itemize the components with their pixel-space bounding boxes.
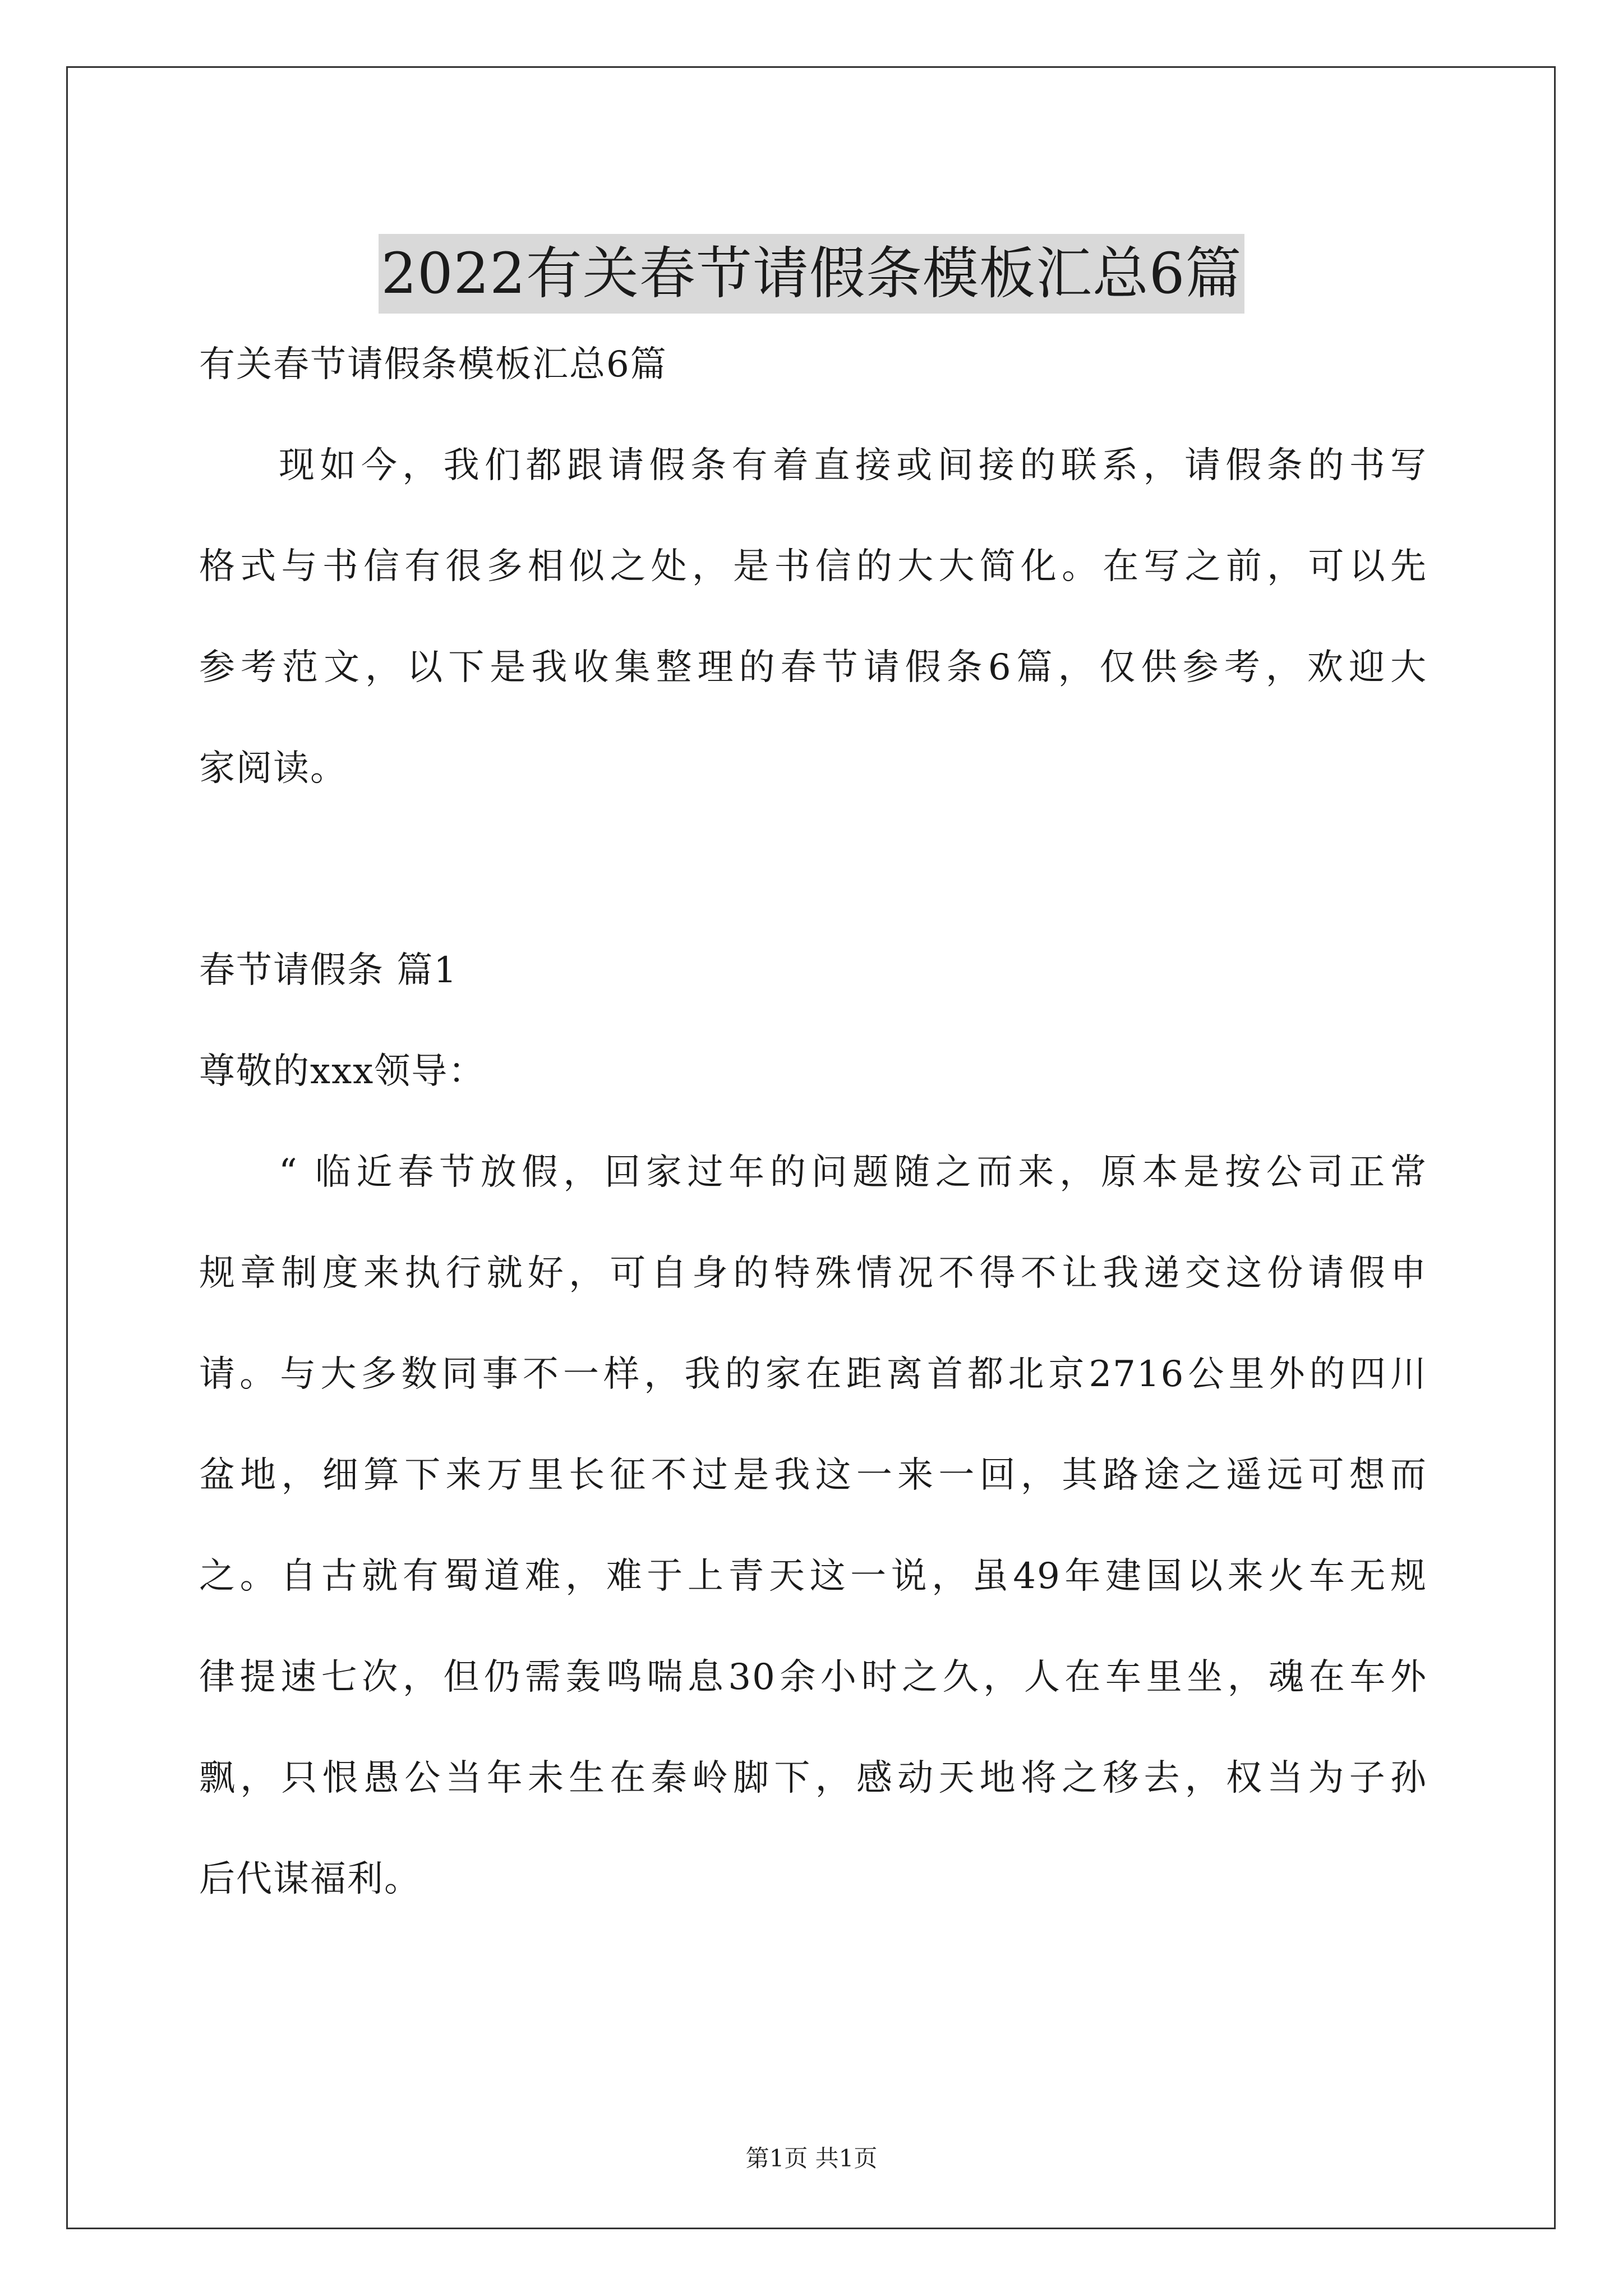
intro-line: 家阅读。 (199, 748, 347, 789)
intro-line: 格式与书信有很多相似之处，是书信的大大简化。在写之前，可以先 (199, 546, 1427, 587)
body-line: 请。与大多数同事不一样，我的家在距离首都北京2716公里外的四川 (199, 1354, 1427, 1395)
body-line: 盆地，细算下来万里长征不过是我这一来一回，其路途之遥远可想而 (199, 1455, 1427, 1496)
body-line: “ 临近春节放假，回家过年的问题随之而来，原本是按公司正常 (279, 1152, 1427, 1193)
body-line: 律提速七次，但仍需轰鸣喘息30余小时之久，人在车里坐，魂在车外 (199, 1657, 1427, 1698)
body-line: 规章制度来执行就好，可自身的特殊情况不得不让我递交这份请假申 (199, 1253, 1427, 1294)
document-body (199, 314, 1427, 1930)
body-line: 之。自古就有蜀道难，难于上青天这一说，虽49年建国以来火车无规 (199, 1556, 1427, 1597)
body-line: 后代谋福利。 (199, 1858, 421, 1900)
page-footer: 第1页 共1页 (745, 2145, 878, 2172)
section-heading: 春节请假条 篇1 (199, 950, 458, 991)
paragraph-gap (199, 819, 1427, 920)
salutation: 尊敬的xxx领导： (199, 1051, 486, 1092)
body-line: 飘，只恨愚公当年未生在秦岭脚下，感动天地将之移去，权当为子孙 (199, 1757, 1427, 1799)
subtitle: 有关春节请假条模板汇总6篇 (199, 344, 667, 385)
intro-line: 参考范文，以下是我收集整理的春节请假条6篇，仅供参考，欢迎大 (199, 647, 1427, 688)
intro-line: 现如今，我们都跟请假条有着直接或间接的联系，请假条的书写 (279, 445, 1427, 486)
document-title: 2022有关春节请假条模板汇总6篇 (379, 234, 1244, 314)
